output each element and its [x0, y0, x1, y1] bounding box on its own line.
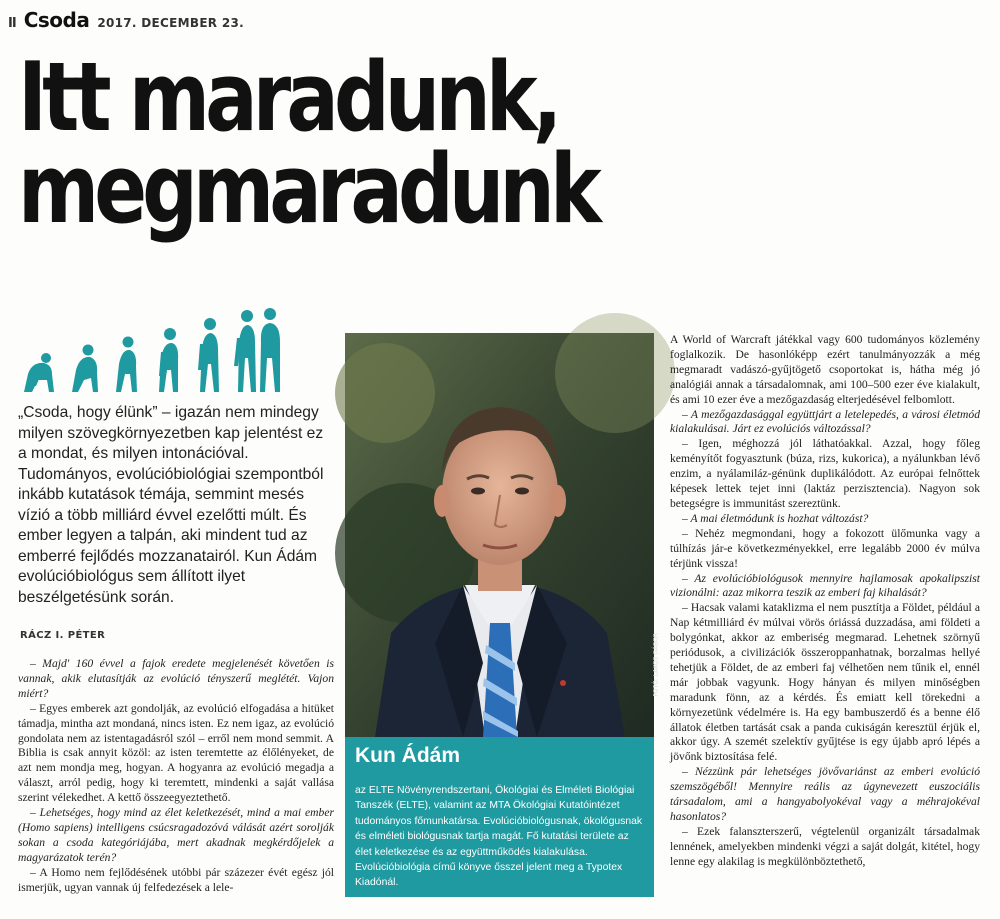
interview-question: – A mai életmódunk is hozhat változást?	[682, 511, 869, 525]
portrait-photo	[345, 333, 660, 737]
interview-answer: A World of Warcraft játékkal vagy 600 tudományos közlemény foglalkozik. De hasonlóképp ezért tanulmányozzák a még megmaradt vadászó-gyűjtögető csoportokat is, hátha még jó analógiái annak a társadalomnak, ami 100–500 ezer éve kialakult, és ami 10 ezer éve a mezőgazdaság elterjedésével felbomlott.	[670, 333, 980, 406]
issue-date: 2017. DECEMBER 23.	[97, 16, 244, 30]
interview-question: – A mezőgazdasággal együttjárt a letelepedés, a városi életmód kialakulásai. Járt ez evolúciós változással?	[670, 407, 980, 436]
article-column-right	[670, 333, 980, 870]
portrait-illustration	[345, 333, 654, 737]
profile-bio: az ELTE Növényrendszertani, Ökológiai és Elméleti Biológiai Tanszék (ELTE), valamint az MTA Ökológiai Kutatóintézet tudományos főmunkatársa. Evolúcióbiológusnak, ökológusnak és elméleti biológusnak tartja magát. Fő kutatási területe az élet keletkezése és az együttműködés kialakulása. Evolúcióbiológia című könyve ősszel jelent meg a Typotex Kiadónál.	[355, 785, 643, 889]
section-title: Csoda	[23, 8, 90, 32]
photo-credit: FOTÓ: LAKOS GÁBOR	[653, 633, 660, 697]
human-evolution-icon	[18, 302, 280, 394]
interview-answer: – A Homo nem fejlődésének utóbbi pár százezer évét egész jól ismerjük, ugyan vannak új felfedezések a lele-	[18, 865, 334, 894]
interview-answer: – Egyes emberek azt gondolják, az evolúció elfogadása a hitüket támadja, mintha azt mondaná, nincs isten. Ez nem igaz, az evolúció gondolata nem az istentagadásról szól – erről nem mond semmit. A Biblia is csak annyit közöl: az isten teremtette az élőlényeket, de azt nem mondja meg, hogyan. A hogyanra az evolúció megadja a választ, arról pedig, hogy ki teremtett, mindenki a saját vallása szerint vélekedhet. A kettő összeegyeztethető.	[18, 701, 334, 805]
profile-box	[345, 737, 654, 897]
page-marker: II	[8, 16, 16, 31]
profile-name: Kun Ádám	[355, 744, 460, 767]
page-header	[8, 8, 244, 38]
headline-line-2: megmaradunk	[18, 135, 597, 245]
interview-question: – Az evolúcióbiológusok mennyire hajlamosak apokalipszist vizionálni: azaz mikorra teszik az emberi faj kihalását?	[670, 571, 980, 600]
interview-answer: – Igen, méghozzá jól láthatóakkal. Azzal, hogy főleg keményítőt fogyasztunk (búza, rizs, kukorica), a nyálunkban lévő enzim, a nyálamiláz-génünk duplikálódott. Az európai felnőttek képesek lettek tejet inni (laktáz perzisztencia). Nagyon sok betegségre is immunitást szereztünk.	[670, 437, 980, 510]
interview-answer: – Ezek falanszterszerű, végtelenül organizált társadalmak lennének, amelyekben mindenki végzi a saját dolgát, kitétel, hogy lenne egy alakilag is megkülönböztethető,	[670, 824, 980, 868]
interview-question: – Nézzünk pár lehetséges jövővariánst az emberi evolúció szemszögéből! Mennyire reális az úgynevezett euszociális társadalom, ami a hangyabolyokéval vagy a méhrajokéval hasonlatos?	[670, 765, 980, 823]
article-headline	[18, 43, 597, 245]
author-byline: RÁCZ I. PÉTER	[20, 630, 106, 641]
article-lead: „Csoda, hogy élünk” – igazán nem mindegy milyen szövegkörnyezetben kap jelentést ez a mondat, és milyen intonációval. Tudományos, evolúcióbiológiai szempontból inkább kutatások témája, semmint mesés vízió a több milliárd évvel ezelőtti múlt. És ember legyen a talpán, aki mindent tud az emberré fejlődés mozzanatairól. Kun Ádám evolúcióbiológus sem állított ilyet beszélgetésünk során.	[18, 404, 324, 606]
headline-line-1: Itt maradunk,	[18, 43, 558, 153]
interview-answer: – Nehéz megmondani, hogy a fokozott ülőmunka vagy a túlhízás jár-e következményekkel, erre legalább 2000 év múlva térjünk vissza!	[670, 526, 980, 570]
interview-question: – Lehetséges, hogy mind az élet keletkezését, mind a mai ember (Homo sapiens) intelligens csúcsragadozóvá válását azért sorolják sokan a csoda kategóriájába, mert akadnak megkérdőjelek a magyarázatok terén?	[18, 806, 334, 864]
interview-answer: – Hacsak valami kataklizma el nem pusztítja a Földet, például a Nap kétmilliárd év múlvai vörös óriássá duzzadása, ami földeti a bolygónkat, akkor az emberiség megmarad. Lehetnek szörnyű periódusok, a civilizációk összeroppanhatnak, borzalmas hellyé tehetjük a Földet, de az emberi faj vélhetően nem tűnik el, ennél már jobbak vagyunk. Hogy hányan és milyen minőségben maradunk fönn, az a kérdés. És emiatt kell törekedni a környezetünk védelmére is. Ha egy bambuszerdő és a benne élő állatok életben tartását csak a panda cukiságán keresztül érjük el, akkor úgy. A szemét szelektív gyűjtése is egy újabb apró lépés a jövőnk biztosítása felé.	[670, 601, 980, 764]
interview-question: – Majd' 160 évvel a fajok eredete megjelenését követően is vannak, akik elutasítják az evolúció tényszerű meglétét. Vajon miért?	[18, 657, 334, 700]
article-column-left	[18, 657, 334, 896]
